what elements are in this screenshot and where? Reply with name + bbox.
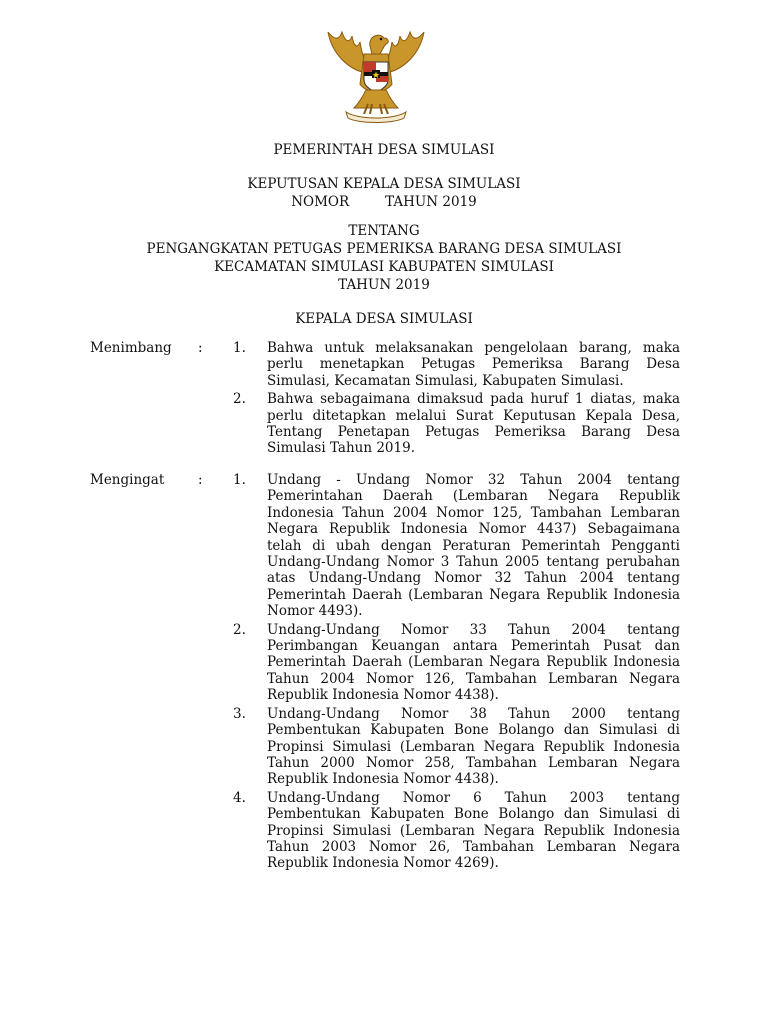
list-item bbox=[90, 391, 680, 457]
list-item bbox=[90, 706, 680, 788]
menimbang-label: Menimbang bbox=[90, 340, 172, 356]
item-number: 2. bbox=[233, 391, 246, 408]
mengingat-label: Mengingat bbox=[90, 472, 165, 488]
item-text: Undang-Undang Nomor 6 Tahun 2003 tentang Pembentukan Kabupaten Bone Bolango dan Simulasi di Propinsi Simulasi (Lembaran Negara Republik Indonesia Tahun 2003 Nomor 26, Tambahan Lembaran Negara Republik Indonesia Nomor 4269). bbox=[267, 789, 680, 872]
item-text: Undang - Undang Nomor 32 Tahun 2004 tentang Pemerintahan Daerah (Lembaran Negara Republik Indonesia Tahun 2004 Nomor 125, Tambahan Lembaran Negara Republik Indonesia Nomor 4437) Sebagaimana telah di ubah dengan Peraturan Pemerintah Pengganti Undang-Undang Nomor 3 Tahun 2005 tentang perubahan atas Undang-Undang Nomor 32 Tahun 2004 tentang Pemerintah Daerah (Lembaran Negara Republik Indonesia Nomor 4493). bbox=[267, 472, 680, 620]
subject-line-1: PENGANGKATAN PETUGAS PEMERIKSA BARANG DESA SIMULASI bbox=[146, 241, 622, 257]
list-item bbox=[90, 340, 680, 389]
item-number: 1. bbox=[233, 340, 246, 356]
item-number: 1. bbox=[233, 472, 246, 488]
nomor-label: NOMOR bbox=[291, 194, 350, 210]
menimbang-section bbox=[90, 340, 680, 459]
list-item bbox=[90, 622, 680, 704]
item-number: 4. bbox=[233, 789, 246, 806]
decree-subject bbox=[0, 222, 768, 294]
decree-number-line bbox=[0, 193, 768, 211]
mengingat-section bbox=[90, 472, 680, 874]
decree-heading bbox=[0, 175, 768, 211]
government-name bbox=[0, 141, 768, 159]
subject-line-3: TAHUN 2019 bbox=[338, 277, 430, 293]
item-text: Undang-Undang Nomor 33 Tahun 2004 tentang Perimbangan Keuangan antara Pemerintah Pusat dan Pemerintah Daerah (Lembaran Negara Republik Indonesia Tahun 2004 Nomor 126, Tambahan Lembaran Negara Republik Indonesia Nomor 4438). bbox=[267, 621, 680, 704]
decree-title: KEPUTUSAN KEPALA DESA SIMULASI bbox=[247, 176, 521, 192]
subject-line-2: KECAMATAN SIMULASI KABUPATEN SIMULASI bbox=[214, 259, 554, 275]
garuda-emblem-icon bbox=[318, 24, 434, 124]
official-title bbox=[0, 310, 768, 328]
item-text: Bahwa untuk melaksanakan pengelolaan barang, maka perlu menetapkan Petugas Pemeriksa Barang Desa Simulasi, Kecamatan Simulasi, Kabupaten Simulasi. bbox=[267, 340, 680, 389]
tentang-label: TENTANG bbox=[348, 223, 420, 239]
list-item bbox=[90, 790, 680, 872]
item-text: Undang-Undang Nomor 38 Tahun 2000 tentang Pembentukan Kabupaten Bone Bolango dan Simulasi di Propinsi Simulasi (Lembaran Negara Republik Indonesia Tahun 2000 Nomor 258, Tambahan Lembaran Negara Republik Indonesia Nomor 4438). bbox=[267, 705, 680, 788]
item-number: 3. bbox=[233, 705, 246, 722]
mengingat-colon: : bbox=[198, 472, 203, 488]
government-title: PEMERINTAH DESA SIMULASI bbox=[273, 142, 495, 158]
menimbang-colon: : bbox=[198, 340, 203, 356]
official-name: KEPALA DESA SIMULASI bbox=[295, 311, 473, 327]
item-text: Bahwa sebagaimana dimaksud pada huruf 1 diatas, maka perlu ditetapkan melalui Surat Keputusan Kepala Desa, Tentang Penetapan Petugas Pemeriksa Barang Desa Simulasi Tahun 2019. bbox=[267, 391, 680, 457]
item-number: 2. bbox=[233, 621, 246, 638]
tahun-label: TAHUN 2019 bbox=[385, 194, 477, 210]
list-item bbox=[90, 472, 680, 620]
